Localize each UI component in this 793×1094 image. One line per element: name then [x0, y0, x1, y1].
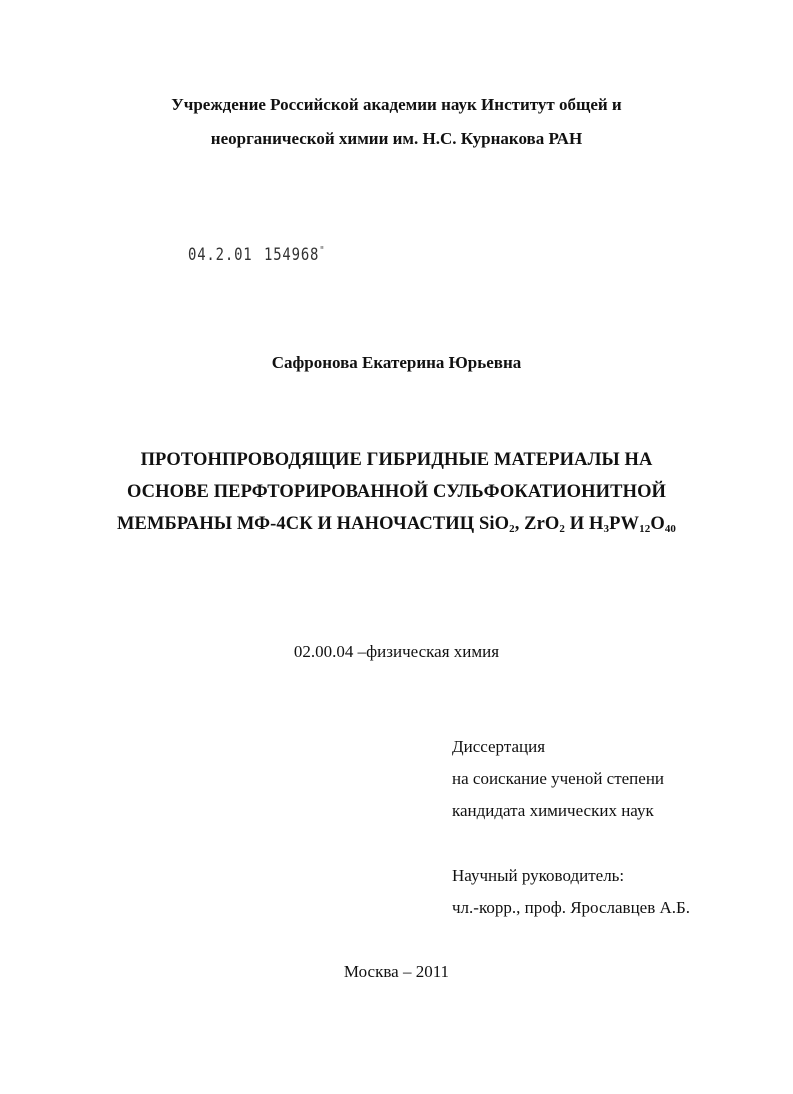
dissertation-line-3: кандидата химических наук	[452, 801, 654, 820]
formula-zro2: ZrO$_2$	[524, 514, 566, 535]
formula-h3pw12o40: $H_3PW_{12}O_{40}$	[589, 514, 677, 535]
dissertation-line-2: на соискание ученой степени	[452, 769, 665, 788]
registration-stamp	[188, 244, 326, 265]
institution-line-1: Учреждение Российской академии наук Институт общей и	[171, 95, 622, 114]
supervisor-name: чл.-корр., проф. Ярославцев А.Б.	[452, 898, 691, 917]
supervisor-label: Научный руководитель:	[452, 866, 625, 885]
title-conjunction: И	[569, 514, 585, 534]
title-line-2: ОСНОВЕ ПЕРФТОРИРОВАННОЙ СУЛЬФОКАТИОНИТНОЙ	[126, 482, 667, 502]
dissertation-line-1: Диссертация	[452, 737, 546, 756]
title-line-3	[0, 514, 793, 535]
stamp-mark: "	[319, 244, 326, 257]
city-year: Москва – 2011	[343, 962, 450, 981]
specialty-code: 02.00.04 –физическая химия	[293, 642, 500, 661]
institution-line-2: неорганической химии им. Н.С. Курнакова РАН	[210, 129, 583, 148]
title-line-3-text: МЕМБРАНЫ МФ-4СК И НАНОЧАСТИЦ	[116, 514, 475, 534]
stamp-number: 154968	[263, 245, 320, 265]
title-line-1: ПРОТОНПРОВОДЯЩИЕ ГИБРИДНЫЕ МАТЕРИАЛЫ НА	[140, 450, 653, 470]
stamp-date: 04.2.01	[188, 245, 253, 265]
author-name: Сафронова Екатерина Юрьевна	[271, 353, 522, 372]
formula-sio2: SiO$_2$,	[478, 514, 520, 535]
